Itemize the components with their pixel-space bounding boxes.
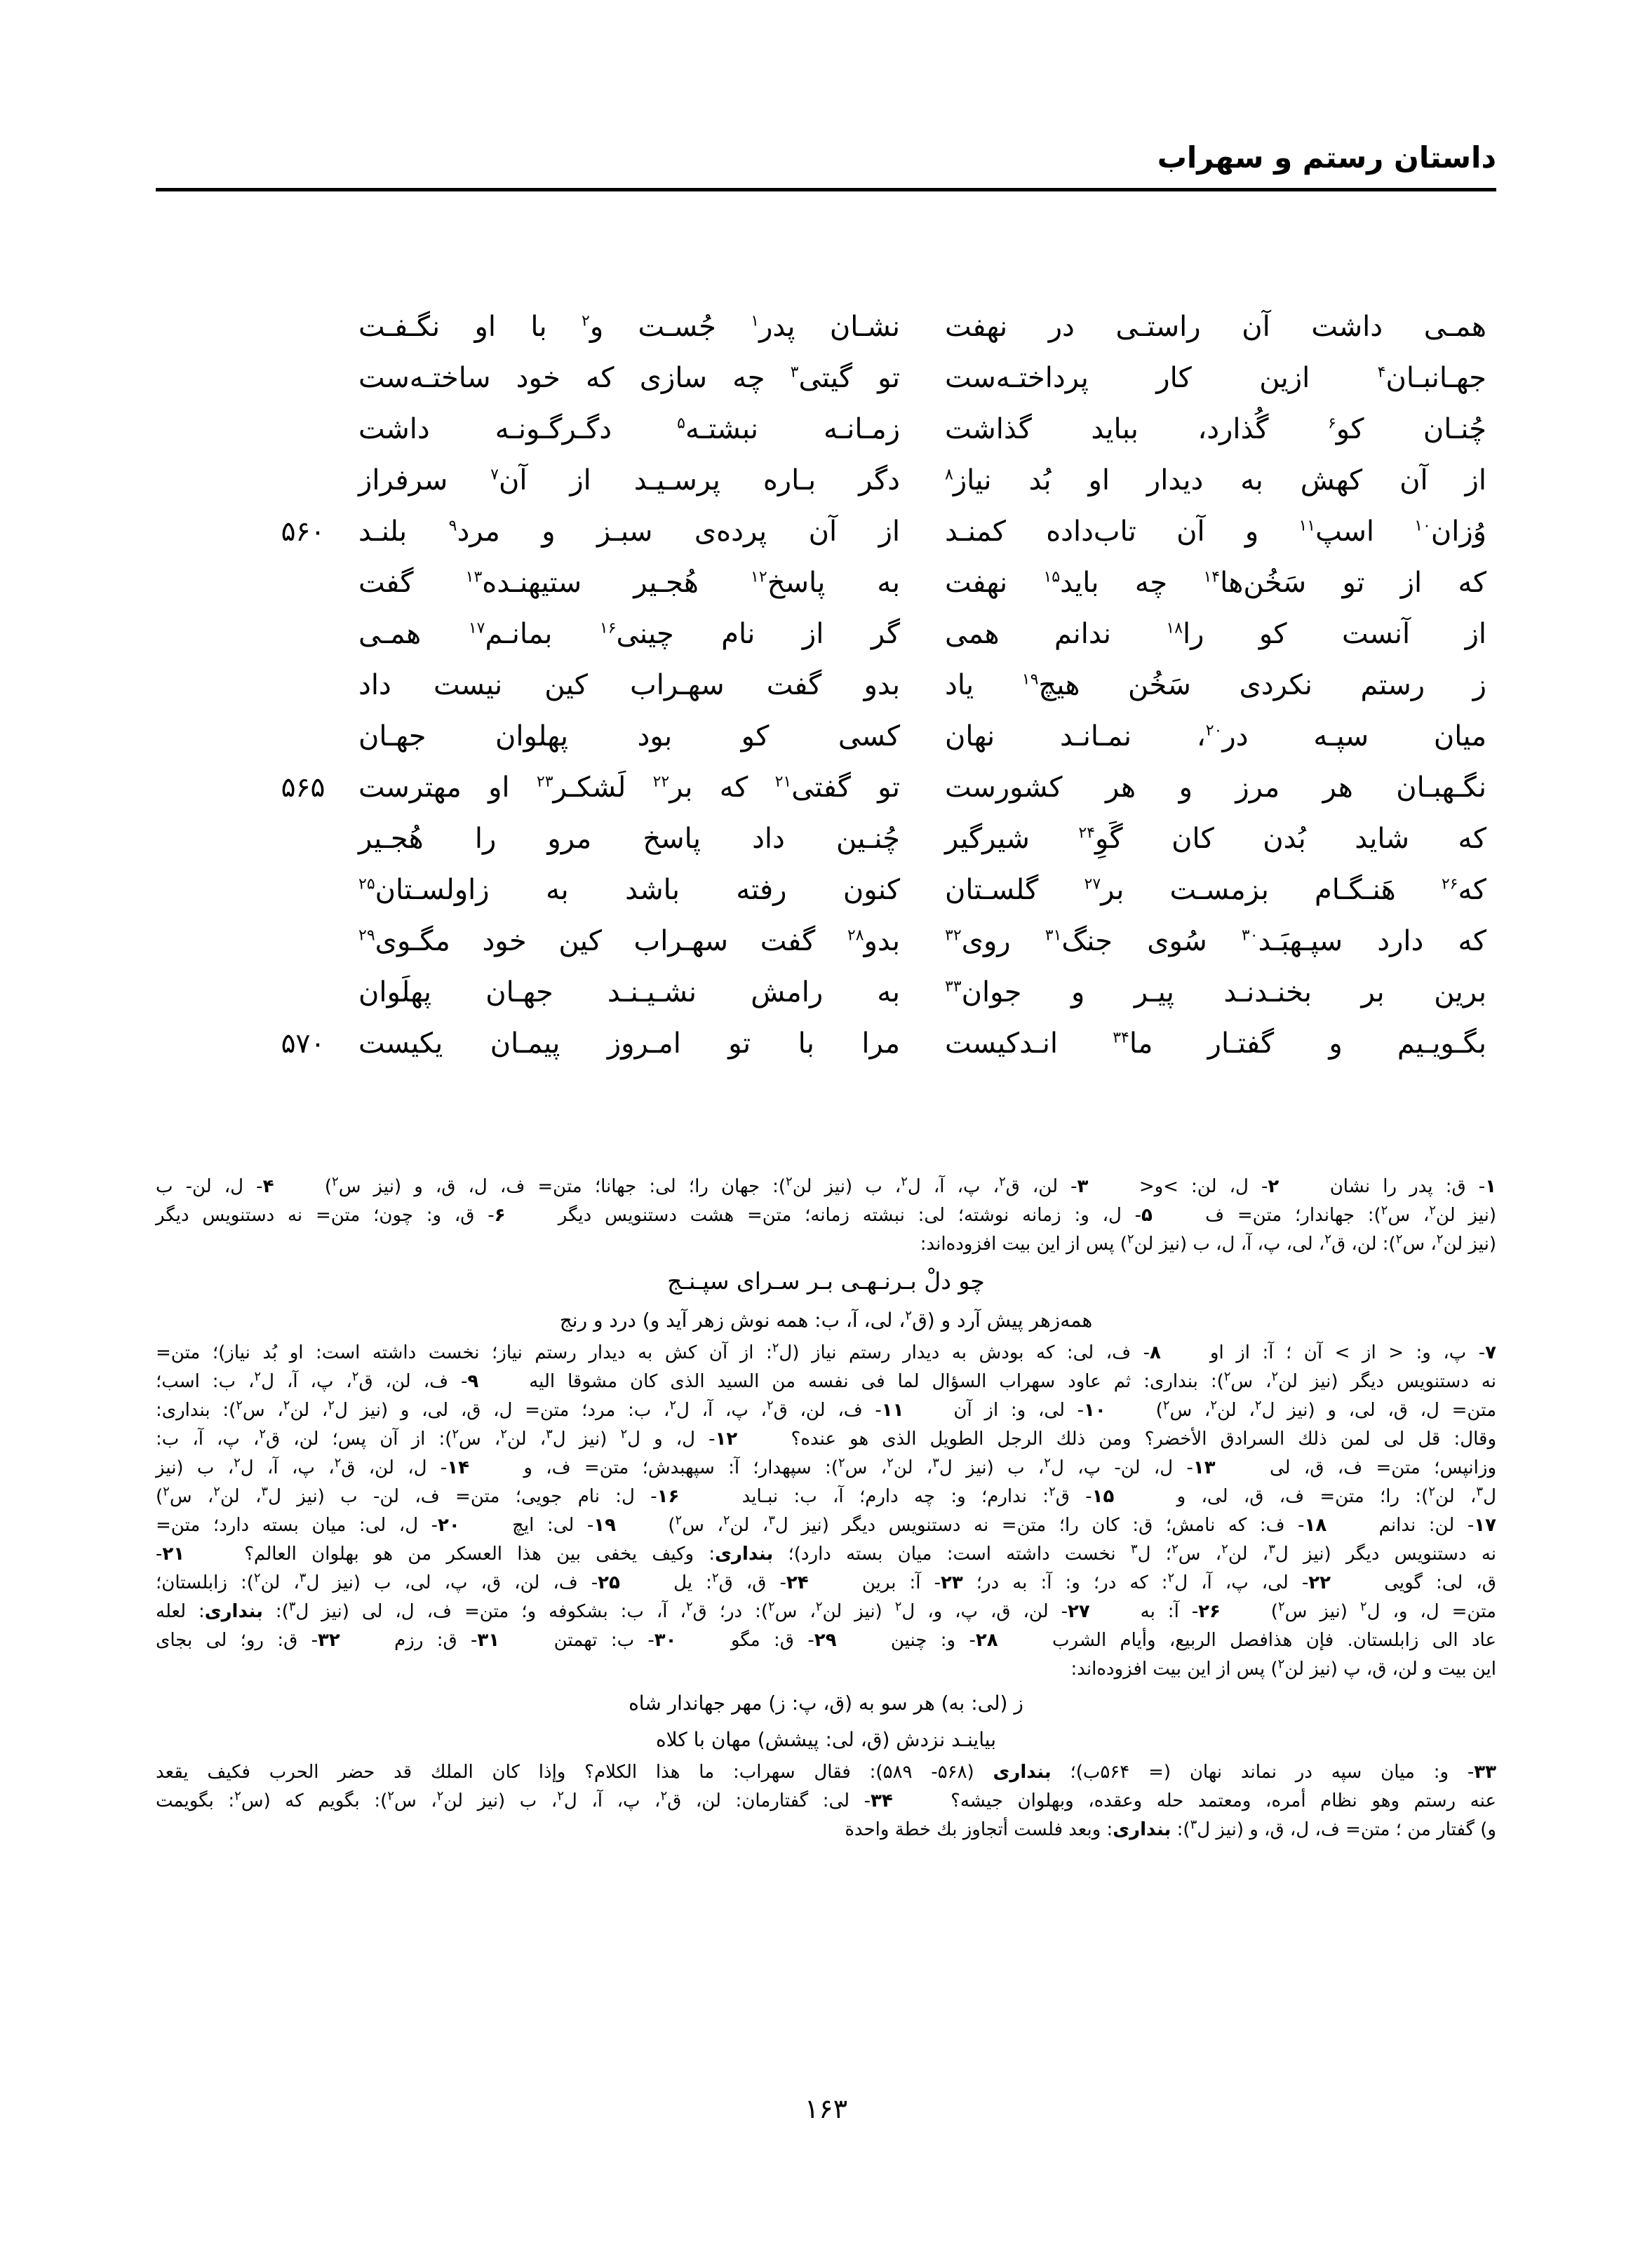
critical-apparatus xyxy=(156,1173,1496,1844)
apparatus-inserted-verse: چو دلْ بـرنـهـی بـر سـرای سپـنـج xyxy=(667,1267,985,1295)
hemistich-first: گر از نام چینی$^{۱۶}$ بمانـم$^{۱۷}$ همـی xyxy=(358,618,900,650)
verse-couplet xyxy=(156,916,1496,967)
apparatus-line: ۱- ق: پدر را نشان ۲- ل، لن: >و< ۳- لن، ق$^۲$، پ، آ، ل$^۲$، ب (نیز لن$^۲$): جهان را؛ لی: جهانا؛ متن= ف، ل، ق، و (نیز س$^۲$) ۴- ل، لن- ب xyxy=(156,1174,1496,1197)
apparatus-inserted-verse: همه‌زهر پیش آرد و (ق$^۲$، لی، آ، ب: همه نوش زهر آید و) درد و رنج xyxy=(559,1308,1093,1332)
apparatus-line: (نیز لن$^۲$، س$^۲$): جهاندار؛ متن= ف ۵- ل، و: زمانه نوشته؛ لی: نبشته زمانه؛ متن= هشت دستنویس دیگر ۶- ق، و: چون؛ متن= نه دستنویس دیگر xyxy=(156,1203,1497,1226)
hemistich-second: جهـانبـان$^۴$ ازین کار پرداختـه‌ست xyxy=(945,362,1486,394)
hemistich-second: میان سپـه در$^{۲۰}$، نمـانـد نهان xyxy=(945,720,1486,752)
apparatus-line: متن= ل، و، ل$^۲$ (نیز س$^۲$) ۲۶- آ: به ۲۷- لن، ق، پ، و، ل$^۲$ (نیز لن$^۲$، س$^۲$): در؛ ق$^۲$، آ، ب: بشکوفه و؛ متن= ف، ل، لی (نیز ل$^۳$): بنداری: لعله xyxy=(156,1599,1496,1622)
verse-couplet xyxy=(156,609,1496,660)
hemistich-first: کسی کو بود پهلوان جهـان xyxy=(358,720,900,752)
hemistich-first: بدو گفت سهـراب کین نیست داد xyxy=(358,669,900,701)
apparatus-line: متن= ل، ق، لی، و (نیز ل$^۲$، لن$^۲$، س$^۲$) ۱۰- لی، و: از آن ۱۱- ف، لن، ق$^۲$، پ، آ، ل$^۲$، ب: مرد؛ متن= ل، ق، لی، و (نیز ل$^۲$، لن$^۲$، س$^۲$): بنداری: xyxy=(156,1398,1496,1421)
hemistich-second: از آنست کو را$^{۱۸}$ ندانم همی xyxy=(945,618,1487,650)
apparatus-line: ل$^۳$، لن$^۲$): را؛ متن= ف، ق، لی، و ۱۵- ق$^۲$: ندارم؛ و: چه دارم؛ آ، ب: نبـاید ۱۶- ل: نام جویی؛ متن= ف، لن- ب (نیز ل$^۳$، لن$^۲$، س$^۲$) xyxy=(156,1484,1496,1507)
hemistich-first: زمـانـه نبشتـه$^۵$ دگـرگـونـه داشت xyxy=(358,413,901,445)
verse-couplet xyxy=(156,762,1496,814)
hemistich-second: ز رستم نکردی سَخُن هیچ$^{۱۹}$ یاد xyxy=(945,669,1486,701)
hemistich-second: وُزان$^{۱۰}$ اسپ$^{۱۱}$ و آن تاب‌داده کمنـد xyxy=(945,515,1486,548)
folio-page-number: ۱۶۳ xyxy=(804,2093,848,2124)
verse-couplet xyxy=(156,814,1496,865)
verse-couplet xyxy=(156,558,1496,609)
verse-couplet xyxy=(156,302,1496,353)
hemistich-first: دگر بـاره پرسـیـد از آن$^۷$ سرفراز xyxy=(358,464,900,497)
apparatus-line: ۱۷- لن: ندانم ۱۸- ف: که نامش؛ ق: کان را؛ متن= نه دستنویس دیگر (نیز ل$^۳$، لن$^۲$، س$^۲$) ۱۹- لی: ایچ ۲۰- ل، لی: میان بسته دارد؛ متن= xyxy=(156,1513,1496,1536)
verse-couplet xyxy=(156,353,1496,404)
verse-couplet xyxy=(156,455,1496,506)
hemistich-second: که از تو سَخُن‌ها$^{۱۴}$ چه باید$^{۱۵}$ نهفت xyxy=(945,567,1486,599)
hemistich-second: که شاید بُدن کان گَوِ$^{۲۴}$ شیرگیر xyxy=(945,823,1487,855)
apparatus-inserted-verse: ز (لی: به) هر سو به (ق، پ: ز) مهر جهاندار شاه xyxy=(629,1692,1023,1715)
apparatus-line: و) گفتار من ؛ متن= ف، ل، ق، و (نیز ل$^۳$): بنداری: وبعد فلست أتجاوز بك خطة واحدة xyxy=(845,1817,1496,1840)
verse-couplet xyxy=(156,660,1496,711)
verse-number: ۵۶۰ xyxy=(281,516,325,548)
verse-couplet xyxy=(156,865,1496,916)
hemistich-second: از آن کهش به دیدار او بُد نیاز$^۸$ xyxy=(945,464,1486,497)
hemistich-first: چُنـین داد پاسخ مرو را هُجـیر xyxy=(358,823,900,855)
hemistich-second: برین بر بخنـدنـد پیـر و جوان$^{۳۳}$ xyxy=(945,976,1486,1008)
apparatus-line: نه دستنویس دیگر (نیز لن$^۲$، س$^۲$): بنداری: ثم عاود سهراب السؤال لما فی نفسه من السید الذی کان مشوقا الیه ۹- ف، لن، ق$^۲$، پ، آ، ل$^۲$، ب: اسب؛ xyxy=(156,1369,1496,1392)
hemistich-second: چُنـان کو$^۶$ گُذارد، بباید گذاشت xyxy=(945,413,1486,445)
apparatus-line: این بیت و لن، ق، پ (نیز لن$^۲$) پس از این بیت افزوده‌اند: xyxy=(1070,1656,1496,1680)
verse-couplet xyxy=(156,1018,1496,1069)
apparatus-line: نه دستنویس دیگر (نیز ل$^۳$، لن$^۲$، س$^۲$؛ ل$^۳$ نخست داشته است: میان بسته دارد)؛ بنداری: وکیف یخفی بین هذا العسکر من هو بهلوان العالم؟ ۲۱- xyxy=(156,1541,1497,1565)
hemistich-second: بگـویـیم و گفتـار ما$^{۳۴}$ انـدکیست xyxy=(945,1027,1486,1060)
apparatus-line: ق، لی: گویی ۲۲- لی، پ، آ، ل$^۲$: که در؛ و: آ: به در؛ ۲۳- آ: برین ۲۴- ق، ق$^۲$: یل ۲۵- ف، لن، ق، پ، لی، ب (نیز ل$^۳$، لن$^۲$): زابلستان؛ xyxy=(156,1570,1496,1593)
verse-number: ۵۷۰ xyxy=(281,1028,325,1060)
hemistich-first: تو گیتی$^۳$ چه سازی که خود ساختـه‌ست xyxy=(358,362,900,394)
verse-couplet xyxy=(156,711,1496,762)
verse-block xyxy=(156,302,1496,1069)
verse-couplet xyxy=(156,404,1496,455)
hemistich-first: کنون رفته باشد به زاولسـتان$^{۲۵}$ xyxy=(358,874,900,906)
hemistich-second: که دارد سپـهبَـد$^{۳۰}$ سُوی جنگ$^{۳۱}$ روی$^{۳۲}$ xyxy=(945,925,1487,957)
verse-couplet xyxy=(156,967,1496,1018)
hemistich-first: تو گفتی$^{۲۱}$ که بر$^{۲۲}$ لَشکـر$^{۲۳}$ او مهترست xyxy=(358,771,901,804)
apparatus-inserted-verse: بیاینـد نزدش (ق، لی: پیشش) مهان با کلاه xyxy=(656,1728,996,1751)
hemistich-second: نگـهبـان هر مرز و هر کشورست xyxy=(945,771,1486,804)
running-head-title: داستان رستم و سهراب xyxy=(1157,140,1496,175)
hemistich-second: که$^{۲۶}$ هَنـگـام بزمسـت بر$^{۲۷}$ گلسـتان xyxy=(945,874,1486,906)
apparatus-line: عنه رستم وهو نظام أمره، ومعتمد حله وعقده، وبهلوان جیشه؟ ۳۴- لی: گفتارمان: لن، ق$^۲$، پ، آ، ل$^۲$، ب (نیز لن$^۲$، س$^۲$): بگویم که (س$^۲$: بگویمت xyxy=(156,1788,1496,1811)
hemistich-second: همـی داشت آن راستـی در نهفت xyxy=(945,311,1486,343)
hemistich-first: مرا با تو امـروز پیمـان یکیست xyxy=(358,1027,900,1060)
hemistich-first: به رامش نشـیـنـد جهـان پهلَوان xyxy=(358,976,900,1008)
header-rule xyxy=(156,188,1496,191)
hemistich-first: از آن پرده‌ی سبـز و مرد$^۹$ بلنـد xyxy=(358,515,901,548)
apparatus-line: ۳۳- و: میان سپه در نماند نهان (= ۵۶۴ب)؛ بنداری (۵۶۸- ۵۸۹): فقال سهراب: ما هذا الکلام؟ وإذا کان الملك قد حضر الحرب فکیف یقعد xyxy=(156,1762,1497,1783)
verse-number: ۵۶۵ xyxy=(281,772,325,804)
apparatus-line: عاد الی زابلستان. فإن هذافصل الربیع، وأیام الشرب ۲۸- و: چنین ۲۹- ق: مگو ۳۰- ب: تهمتن ۳۱- ق: رزم ۳۲- ق: رو؛ لی بجای xyxy=(156,1630,1496,1651)
apparatus-line: وقال: قل لی لمن ذلك السرادق الأخضر؟ ومن ذلك الرجل الطویل الذی هو عنده؟ ۱۲- ل، و ل$^۲$ (نیز ل$^۳$، لن$^۲$، س$^۲$): از آن پس؛ لن، ق$^۲$، پ، آ، ب: xyxy=(156,1426,1497,1450)
hemistich-first: به پاسخ$^{۱۲}$ هُجـیر ستیهنـده$^{۱۳}$ گفت xyxy=(358,567,900,599)
apparatus-line: وزانپس؛ متن= ف، ق، لی ۱۳- ل، لن- پ، ل$^۲$، ب (نیز ل$^۳$، لن$^۲$، س$^۲$): سپهدار؛ آ: سپهبدش؛ متن= ف، و ۱۴- ل، لن، ق$^۲$، پ، آ، ل$^۲$، ب (نیز xyxy=(156,1455,1497,1478)
apparatus-line: (نیز لن$^۲$، س$^۲$): لن، ق$^۲$، لی، پ، آ، ل، ب (نیز لن$^۲$) پس از این بیت افزوده‌اند: xyxy=(920,1231,1496,1255)
hemistich-first: نشـان پدر$^۱$ جُسـت و$^۲$ با او نگـفـت xyxy=(358,311,900,343)
apparatus-line: ۷- پ، و: < از > آن ؛ آ: از او ۸- ف، لی: که بودش به دیدار رستم نیاز (ل$^۲$: از آن کش به دیدار رستم نیاز؛ نخست داشته است: او بُد نیاز)؛ متن= xyxy=(156,1340,1496,1363)
verse-couplet xyxy=(156,506,1496,558)
hemistich-first: بدو$^{۲۸}$ گفت سهـراب کین خود مگـوی$^{۲۹}$ xyxy=(358,925,900,957)
